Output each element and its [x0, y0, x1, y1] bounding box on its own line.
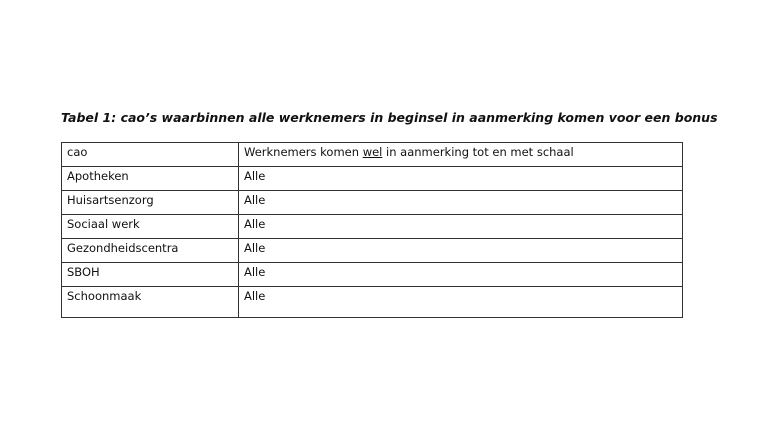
- cell-cao: Huisartsenzorg: [62, 191, 239, 215]
- header-schaal-emphasis: wel: [362, 145, 383, 159]
- cell-cao: Sociaal werk: [62, 215, 239, 239]
- bonus-table: [61, 142, 683, 318]
- cell-schaal: Alle: [239, 287, 683, 318]
- table-header-row: [62, 143, 683, 167]
- cell-schaal: Alle: [239, 167, 683, 191]
- table-row: [62, 239, 683, 263]
- cell-cao: Schoonmaak: [62, 287, 239, 318]
- cell-schaal: Alle: [239, 215, 683, 239]
- header-schaal-text-after: in aanmerking tot en met schaal: [382, 145, 574, 159]
- table-row: [62, 263, 683, 287]
- table-row: [62, 215, 683, 239]
- cell-schaal: Alle: [239, 263, 683, 287]
- cell-schaal: Alle: [239, 191, 683, 215]
- table-caption: Tabel 1: cao’s waarbinnen alle werknemers in beginsel in aanmerking komen voor een bonus: [61, 110, 718, 125]
- header-schaal-text-before: Werknemers komen: [244, 145, 363, 159]
- cell-cao: SBOH: [62, 263, 239, 287]
- cell-cao: Gezondheidscentra: [62, 239, 239, 263]
- header-cao: cao: [62, 143, 239, 167]
- cell-schaal: Alle: [239, 239, 683, 263]
- cell-cao: Apotheken: [62, 167, 239, 191]
- header-schaal: [239, 143, 683, 167]
- table-row: [62, 287, 683, 318]
- table-row: [62, 167, 683, 191]
- table-row: [62, 191, 683, 215]
